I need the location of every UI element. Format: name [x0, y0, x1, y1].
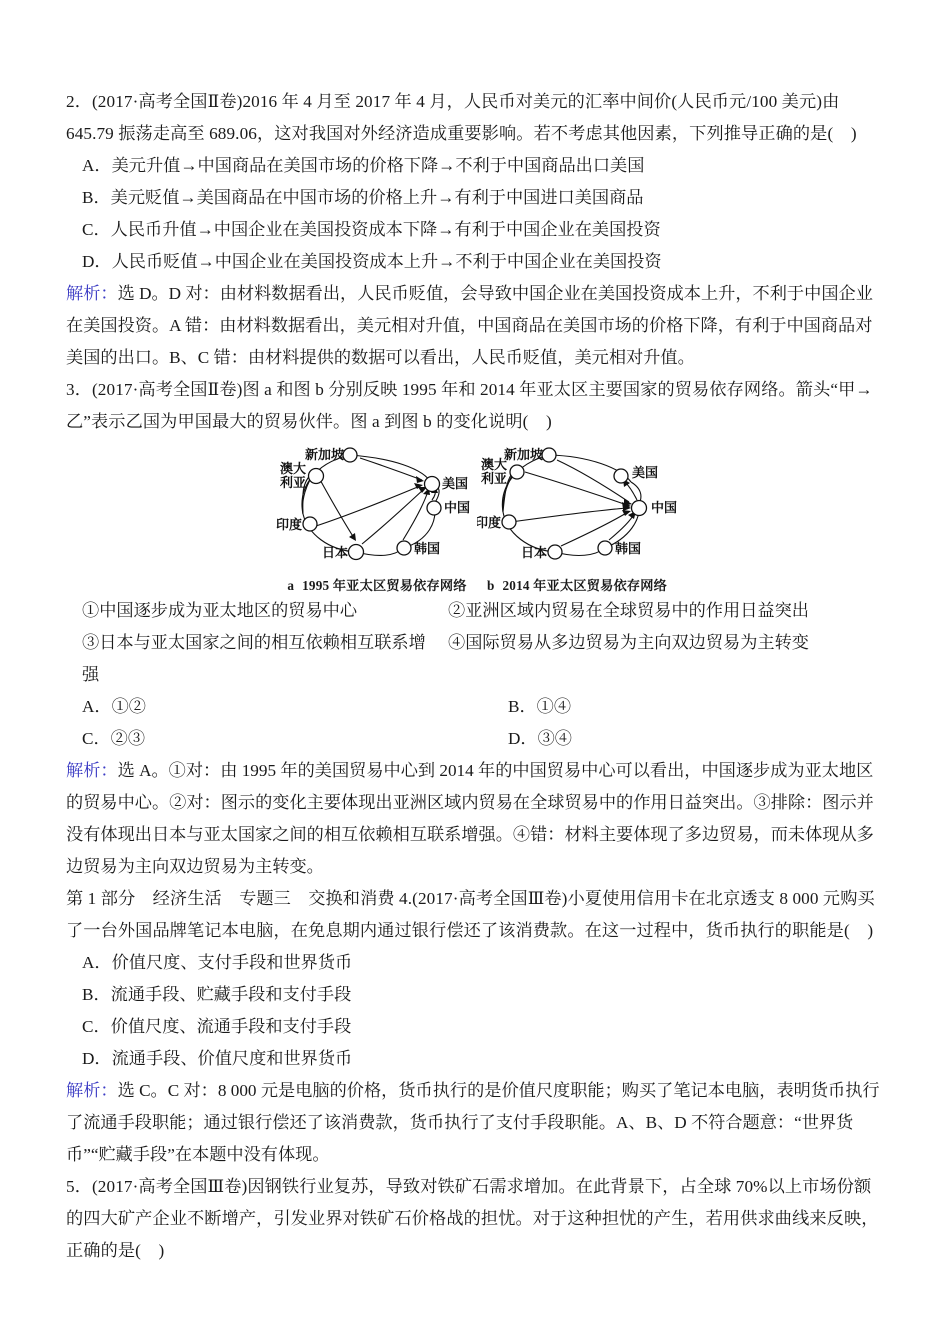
question-3-option-b: B．①④ — [508, 697, 572, 716]
question-4-option-a: A．价值尺度、支付手段和世界货币 — [82, 953, 353, 972]
explanation-label: 解析： — [66, 761, 118, 780]
explanation-text: 选 D。D 对：由材料数据看出，人民币贬值，会导致中国企业在美国投资成本上升，不利于中国企业在美国投资。A 错：由材料数据看出，美元相对升值，中国商品在美国市场的价格下降，有利于中国商品对美国的出口。B、C 错：由材料提供的数据可以看出，人民币贬值，美元相对升值。 — [66, 284, 873, 367]
caption-b-key: b — [486, 578, 495, 593]
label-usa-b: 美国 — [632, 465, 659, 480]
question-2-explanation — [66, 278, 888, 374]
trade-network-figure — [66, 442, 888, 575]
label-japan-b: 日本 — [520, 545, 547, 560]
node-japan-a — [349, 545, 364, 560]
question-3-statement-row-1 — [66, 595, 888, 627]
question-4-option-c: C．价值尺度、流通手段和支付手段 — [82, 1017, 352, 1036]
question-2-option-d: D．人民币贬值→中国企业在美国投资成本上升→不利于中国企业在美国投资 — [82, 252, 662, 271]
label-australia-b-1: 澳大 — [480, 457, 507, 472]
label-australia-a-2: 利亚 — [279, 475, 306, 490]
label-china-a: 中国 — [444, 500, 471, 515]
question-3-statement-3: ③日本与亚太国家之间的相互依赖相互联系增强 — [82, 633, 426, 684]
node-korea-a — [397, 541, 411, 555]
caption-b-text: 2014 年亚太区贸易依存网络 — [502, 578, 668, 593]
diagram-a — [272, 442, 477, 575]
question-4-stem: 第 1 部分 经济生活 专题三 交换和消费 4.(2017·高考全国Ⅲ卷)小夏使用信用卡在北京透支 8 000 元购买了一台外国品牌笔记本电脑，在免息期内通过银行偿还了该消费款。在这一过程中，货币执行的职能是( ) — [66, 889, 875, 940]
question-4-option-d: D．流通手段、价值尺度和世界货币 — [82, 1049, 353, 1068]
question-4-option-b: B．流通手段、贮藏手段和支付手段 — [82, 985, 352, 1004]
label-japan-a: 日本 — [321, 545, 348, 560]
question-5-stem: 5．(2017·高考全国Ⅲ卷)因钢铁行业复苏，导致对铁矿石需求增加。在此背景下，占全球 70%以上市场份额的四大矿产企业不断增产，引发业界对铁矿石价格战的担忧。对于这种担忧的产生，若用供求曲线来反映，正确的是( ) — [66, 1177, 879, 1260]
caption-a — [277, 577, 477, 595]
question-3-statement-4: ④国际贸易从多边贸易为主向双边贸易为主转变 — [448, 633, 809, 652]
node-china-a — [427, 501, 441, 515]
question-3-option-a: A．①② — [82, 697, 146, 716]
question-3-statement-1: ①中国逐步成为亚太地区的贸易中心 — [82, 601, 358, 620]
question-2-option-b: B．美元贬值→美国商品在中国市场的价格上升→有利于中国进口美国商品 — [82, 188, 644, 207]
explanation-text: 选 C。C 对：8 000 元是电脑的价格，货币执行的是价值尺度职能；购买了笔记本电脑，表明货币执行了流通手段职能；通过银行偿还了该消费款，货币执行了支付手段职能。A、B、D 不符合题意：“世界货币”“贮藏手段”在本题中没有体现。 — [66, 1081, 880, 1164]
node-australia-a — [309, 469, 324, 484]
label-singapore-a: 新加坡 — [304, 447, 344, 462]
question-3-statement-2: ②亚洲区域内贸易在全球贸易中的作用日益突出 — [448, 601, 809, 620]
question-3-option-row-2 — [66, 723, 888, 755]
question-3-stem: 3．(2017·高考全国Ⅱ卷)图 a 和图 b 分别反映 1995 年和 2014 年亚太区主要国家的贸易依存网络。箭头“甲→乙”表示乙国为甲国最大的贸易伙伴。图 a 到图 b 的变化说明( ) — [66, 380, 873, 431]
explanation-label: 解析： — [66, 284, 118, 303]
diagram-a-svg — [272, 442, 477, 570]
label-china-b: 中国 — [651, 500, 678, 515]
label-india-a: 印度 — [275, 517, 302, 532]
caption-b — [477, 577, 677, 595]
label-korea-a: 韩国 — [414, 541, 441, 556]
label-korea-b: 韩国 — [615, 541, 642, 556]
node-japan-b — [548, 545, 562, 559]
diagram-b — [477, 442, 682, 575]
node-australia-b — [510, 465, 524, 479]
question-3-option-c: C．②③ — [82, 729, 146, 748]
question-2-option-a: A．美元升值→中国商品在美国市场的价格下降→不利于中国商品出口美国 — [82, 156, 645, 175]
label-singapore-b: 新加坡 — [503, 447, 543, 462]
figure-captions — [66, 577, 888, 595]
diagram-b-svg — [477, 442, 682, 570]
explanation-label: 解析： — [66, 1081, 118, 1100]
node-usa-a — [425, 477, 440, 492]
node-india-b — [502, 515, 516, 529]
question-2-option-c: C．人民币升值→中国企业在美国投资成本下降→有利于中国企业在美国投资 — [82, 220, 661, 239]
question-3-option-d: D．③④ — [508, 729, 572, 748]
label-australia-b-2: 利亚 — [480, 471, 507, 486]
question-4-explanation — [66, 1075, 888, 1171]
node-singapore-a — [343, 448, 357, 462]
explanation-text: 选 A。①对：由 1995 年的美国贸易中心到 2014 年的中国贸易中心可以看出，中国逐步成为亚太地区的贸易中心。②对：图示的变化主要体现出亚洲区域内贸易在全球贸易中的作用日益突出。③排除：图示并没有体现出日本与亚太国家之间的相互依赖相互联系增强。④错：材料主要体现了多边贸易，而未体现从多边贸易为主向双边贸易为主转变。 — [66, 761, 874, 876]
label-australia-a-1: 澳大 — [279, 461, 306, 476]
question-3-statement-row-2 — [66, 627, 888, 691]
question-3-explanation — [66, 755, 888, 883]
node-singapore-b — [542, 448, 556, 462]
node-usa-b — [614, 469, 628, 483]
label-usa-a: 美国 — [442, 476, 469, 491]
node-china-b — [632, 501, 647, 516]
label-india-b: 印度 — [477, 515, 501, 530]
node-india-a — [303, 517, 317, 531]
caption-a-key: a — [287, 578, 295, 593]
question-3-option-row-1 — [66, 691, 888, 723]
node-korea-b — [598, 541, 612, 555]
caption-a-text: 1995 年亚太区贸易依存网络 — [302, 578, 467, 593]
question-2-stem: 2．(2017·高考全国Ⅱ卷)2016 年 4 月至 2017 年 4 月，人民币对美元的汇率中间价(人民币元/100 美元)由 645.79 振荡走高至 689.06，这对我国对外经济造成重要影响。若不考虑其他因素，下列推导正确的是( ) — [66, 92, 857, 143]
